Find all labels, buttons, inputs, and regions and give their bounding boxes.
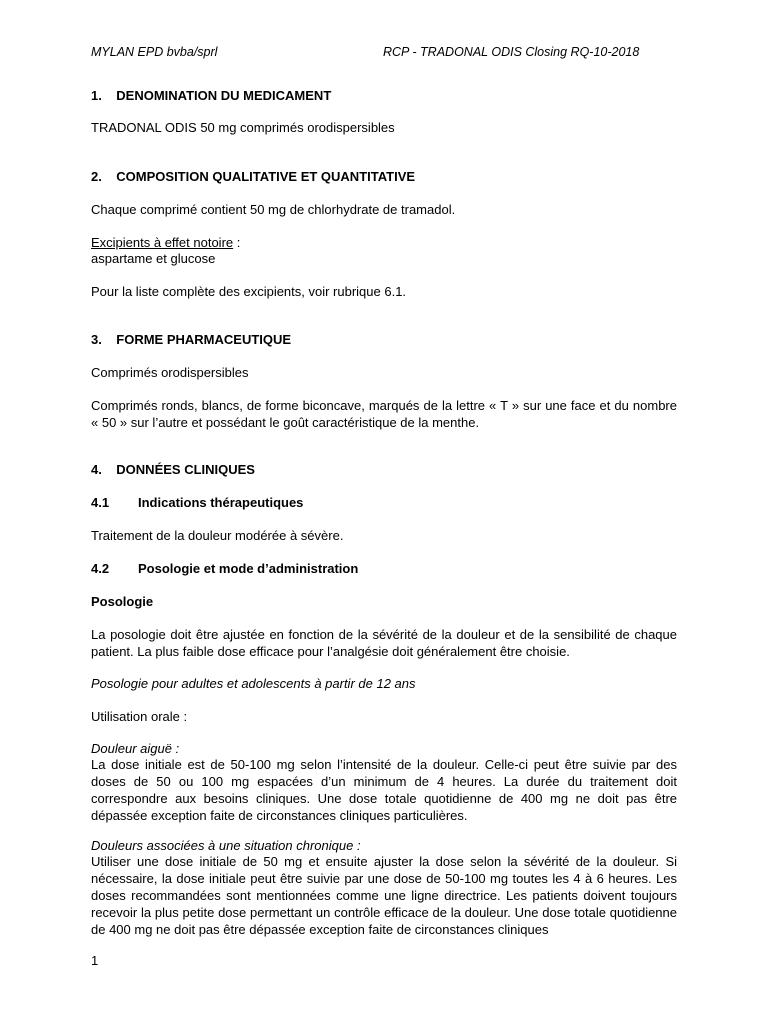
douleur-chronique-heading: Douleurs associées à une situation chronique : [91,838,361,853]
section-4-title: 4. DONNÉES CLINIQUES [91,462,255,477]
douleur-aigue-text: La dose initiale est de 50-100 mg selon l’intensité de la douleur. Celle-ci peut être suivie par des doses de 50 ou 100 mg espacées d’un minimum de 4 heures. La durée du traitement doit correspondre aux besoins cliniques. Une dose totale quotidienne de 400 mg ne doit pas être dépassée exception faite de circonstances cliniques particulières. [91,757,677,823]
section-1-title: 1. DENOMINATION DU MEDICAMENT [91,88,332,103]
posologie-heading: Posologie [91,594,154,609]
douleur-aigue-heading: Douleur aiguë : [91,741,180,756]
section-4-2-number: 4.2 [91,561,110,576]
excipients-list-text: Pour la liste complète des excipients, voir rubrique 6.1. [91,284,407,299]
section-3-text-1: Comprimés orodispersibles [91,365,249,380]
section-4-1-number: 4.1 [91,495,110,510]
header-company: MYLAN EPD bvba/sprl [91,45,218,59]
excipients-label: Excipients à effet notoire [91,235,234,250]
section-3-text-2: Comprimés ronds, blancs, de forme biconcave, marqués de la lettre « T » sur une face et du nombre « 50 » sur l’autre et possédant le goût caractéristique de la menthe. [91,398,677,430]
section-2-text: Chaque comprimé contient 50 mg de chlorhydrate de tramadol. [91,202,456,217]
utilisation-orale: Utilisation orale : [91,709,188,724]
douleur-chronique-text: Utiliser une dose initiale de 50 mg et ensuite ajuster la dose selon la sévérité de la douleur. Si nécessaire, la dose initiale peut être suivie par une dose de 50-100 mg toutes les 4 à 6 heures. Les doses recommandées sont mentionnées comme une ligne directrice. Les patients doivent toujours recevoir la plus petite dose permettant un contrôle efficace de la douleur. Une dose totale quotidienne de 400 mg ne doit pas être dépassée exception faite de circonstances cliniques [91,854,677,937]
excipients-value: aspartame et glucose [91,251,216,266]
posologie-text: La posologie doit être ajustée en fonction de la sévérité de la douleur et de la sensibilité de chaque patient. La plus faible dose efficace pour l’analgésie doit généralement être choisie. [91,627,677,659]
section-4-1-text: Traitement de la douleur modérée à sévère. [91,528,344,543]
section-3-title: 3. FORME PHARMACEUTIQUE [91,332,292,347]
header-document-ref: RCP - TRADONAL ODIS Closing RQ-10-2018 [383,45,640,59]
section-4-1-title: Indications thérapeutiques [138,495,304,510]
adultes-heading: Posologie pour adultes et adolescents à partir de 12 ans [91,676,416,691]
excipients-line [91,235,240,251]
section-2-title: 2. COMPOSITION QUALITATIVE ET QUANTITATIVE [91,169,416,184]
section-4-2-title: Posologie et mode d’administration [138,561,359,576]
excipients-colon: : [233,235,241,250]
page-number: 1 [91,953,99,968]
section-1-text: TRADONAL ODIS 50 mg comprimés orodispersibles [91,120,395,135]
